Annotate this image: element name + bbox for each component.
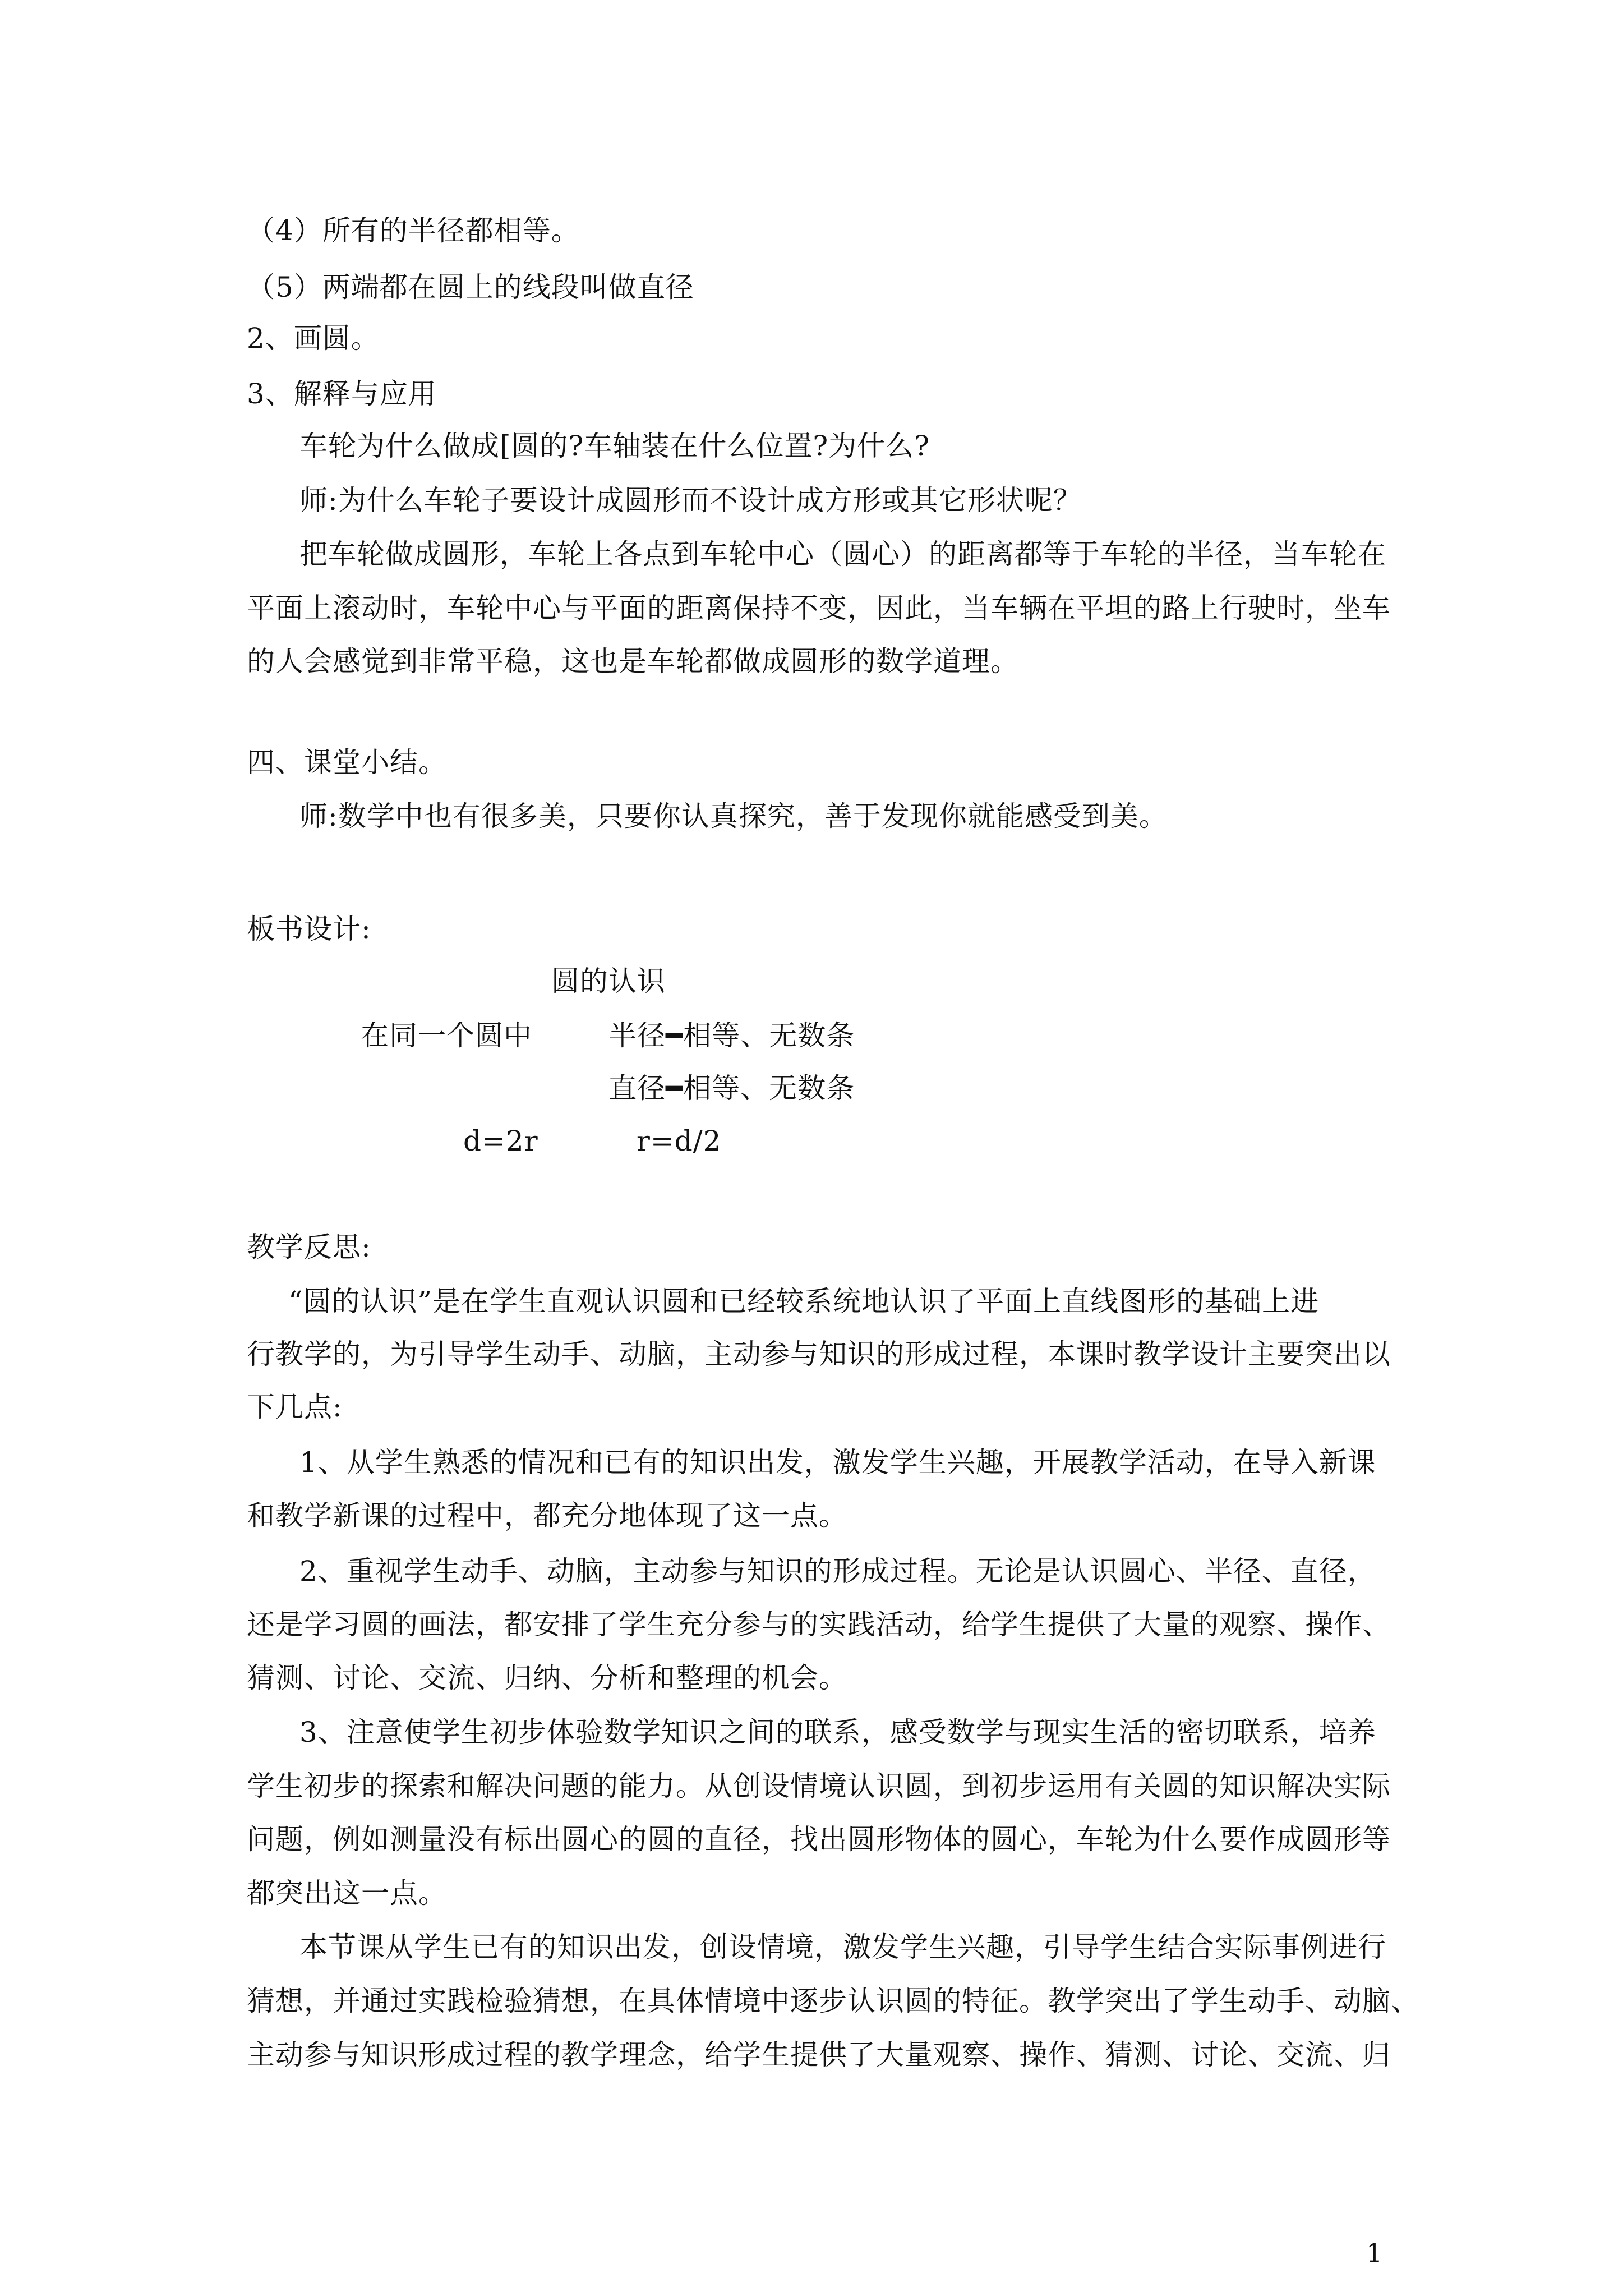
section-4-heading: 四、课堂小结。 <box>247 746 447 779</box>
explanation-line-1: 把车轮做成圆形，车轮上各点到车轮中心（圆心）的距离都等于车轮的半径，当车轮在 <box>299 538 1386 570</box>
reflection-line: 下几点: <box>247 1391 343 1423</box>
reflection-line: 和教学新课的过程中，都充分地体现了这一点。 <box>247 1499 847 1532</box>
reflection-line: 主动参与知识形成过程的教学理念，给学生提供了大量观察、操作、猜测、讨论、交流、归 <box>247 2039 1391 2071</box>
reflection-point-2: 2、重视学生动手、动脑，主动参与知识的形成过程。无论是认识圆心、半径、直径， <box>299 1555 1376 1588</box>
section-2-heading: 2、画圆。 <box>247 322 380 355</box>
board-formula-radius: r=d/2 <box>637 1125 722 1157</box>
reflection-line: 还是学习圆的画法，都安排了学生充分参与的实践活动，给学生提供了大量的观察、操作、 <box>247 1608 1391 1641</box>
teacher-question-text: 师:为什么车轮子要设计成圆形而不设计成方形或其它形状呢？ <box>299 484 1082 517</box>
reflection-line: 行教学的，为引导学生动手、动脑，主动参与知识的形成过程，本课时教学设计主要突出以 <box>247 1338 1391 1370</box>
explanation-line-2: 平面上滚动时，车轮中心与平面的距离保持不变，因此，当车辆在平坦的路上行驶时，坐车 <box>247 592 1391 624</box>
board-radius-line: 半径━相等、无数条 <box>608 1019 855 1052</box>
item-4-text: （4）所有的半径都相等。 <box>247 214 580 247</box>
board-diameter-line: 直径━相等、无数条 <box>608 1072 855 1105</box>
explanation-line-3: 的人会感觉到非常平稳，这也是车轮都做成圆形的数学道理。 <box>247 645 1019 678</box>
question-text: 车轮为什么做成[圆的?车轴装在什么位置?为什么? <box>299 430 930 462</box>
section-3-heading: 3、解释与应用 <box>247 378 437 410</box>
reflection-heading: 教学反思: <box>247 1231 371 1263</box>
page-number: 1 <box>1366 2238 1383 2268</box>
board-left-label: 在同一个圆中 <box>361 1019 532 1052</box>
summary-text: 师:数学中也有很多美，只要你认真探究，善于发现你就能感受到美。 <box>299 800 1168 832</box>
reflection-point-1: 1、从学生熟悉的情况和已有的知识出发，激发学生兴趣，开展教学活动，在导入新课 <box>299 1446 1376 1479</box>
board-title: 圆的认识 <box>551 965 666 997</box>
reflection-conclusion: 本节课从学生已有的知识出发，创设情境，激发学生兴趣，引导学生结合实际事例进行 <box>299 1931 1386 1963</box>
reflection-point-3: 3、注意使学生初步体验数学知识之间的联系，感受数学与现实生活的密切联系，培养 <box>299 1716 1376 1749</box>
reflection-line: 猜想，并通过实践检验猜想，在具体情境中逐步认识圆的特征。教学突出了学生动手、动脑、 <box>247 1985 1419 2017</box>
item-5-text: （5）两端都在圆上的线段叫做直径 <box>247 271 694 303</box>
reflection-line: “圆的认识”是在学生直观认识圆和已经较系统地认识了平面上直线图形的基础上进 <box>288 1285 1320 1318</box>
board-formula-diameter: d=2r <box>463 1125 538 1157</box>
reflection-line: 问题，例如测量没有标出圆心的圆的直径，找出圆形物体的圆心，车轮为什么要作成圆形等 <box>247 1823 1391 1856</box>
reflection-line: 猜测、讨论、交流、归纳、分析和整理的机会。 <box>247 1662 847 1694</box>
board-design-heading: 板书设计: <box>247 913 371 945</box>
reflection-line: 都突出这一点。 <box>247 1877 447 1910</box>
reflection-line: 学生初步的探索和解决问题的能力。从创设情境认识圆，到初步运用有关圆的知识解决实际 <box>247 1770 1391 1802</box>
